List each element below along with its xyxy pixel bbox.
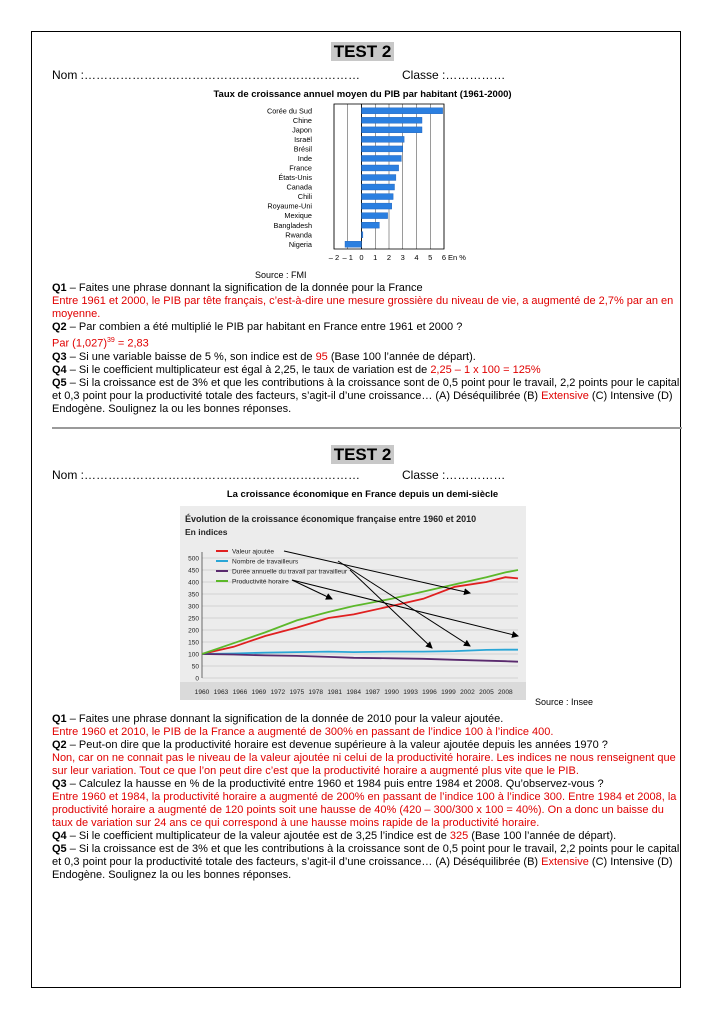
test2-q2: Q2 – Peut-on dire que la productivité horaire est devenue supérieure à la valeur ajoutée depuis les années 1970 ? [52,739,608,751]
test2-q2-answer: Non, car on ne connait pas le niveau de la valeur ajoutée ni celui de la productivité horaire. Les indices ne nous renseignent que sur leur variation. Tout ce que l’on peut dire c’est que la productivité horaire a augmenté plus vite que le PIB. [52,752,676,777]
line-x-tick-label: 1981 [327,689,343,696]
bar-x-tick-label: 6 [441,253,447,262]
bar-category-label: Corée du Sud [266,106,312,116]
legend-entry: Nombre de travailleurs [232,558,299,566]
line-x-tick-label: 2005 [479,689,494,696]
bar-category-label: Rwanda [285,230,312,240]
bar [362,194,394,200]
line-y-tick-label: 50 [191,663,199,671]
bar [362,146,403,152]
test2-chart-caption: La croissance économique en France depuis un demi-siècle [226,489,499,500]
test2-q5: Q5 – Si la croissance est de 3% et que les contributions à la croissance sont de 0,5 point pour le travail, 2,2 points pour le capital et 0,3 point pour la productivité totale des facteurs, s’agit-il d’une croissance… (A) Déséquilibrée (B) Extensive (C) Intensive (D) Endogène. Soulignez la ou les bonnes réponses. [52,843,680,881]
bar-category-label: Japon [292,125,312,135]
bar-category-label: Canada [286,182,312,192]
test1-q2-answer: Par $(1,027)^{39} = 2,83$ [52,337,149,350]
bar [362,203,392,209]
test1-nom-field[interactable]: Nom :…………………………………………………………… [52,68,361,82]
line-x-tick-label: 1966 [232,689,248,696]
bar-category-label: France [289,163,312,173]
bar-x-tick-label: 3 [400,253,405,262]
bar [362,136,405,142]
test2-classe-field[interactable]: Classe :…………… [402,468,506,482]
line-y-tick-label: 400 [188,579,199,587]
line-x-tick-label: 1963 [213,689,229,696]
bar [362,108,443,114]
legend-entry: Productivité horaire [232,578,289,586]
test2-source: Source : Insee [535,697,594,707]
legend-entry: Durée annuelle du travail par travailleur [232,568,348,576]
bar-category-label: Royaume-Uni [267,201,312,211]
test2-q3: Q3 – Calculez la hausse en % de la productivité entre 1960 et 1984 puis entre 1984 et 2008. Qu’observez-vous ? [52,778,604,790]
chart-background [180,506,526,700]
test1-q3: Q3 – Si une variable baisse de 5 %, son indice est de 95 (Base 100 l’année de départ). [52,350,476,363]
test1-q1-answer: Entre 1961 et 2000, le PIB par tête français, c’est-à-dire une mesure grossière du niveau de vie, a augmenté de 2,7% par an en moyenne. [52,295,674,320]
line-x-tick-label: 1960 [194,689,210,696]
line-x-tick-label: 1984 [346,689,362,696]
line-x-tick-label: 1987 [365,689,380,696]
line-y-tick-label: 350 [188,591,199,599]
line-x-tick-label: 1975 [289,689,305,696]
bar-category-label: Bangladesh [273,220,312,230]
line-y-tick-label: 150 [188,639,199,647]
bar [362,232,363,238]
test1-questions [52,282,686,416]
test2-nom-field[interactable]: Nom :…………………………………………………………… [52,468,361,482]
bar-x-tick-label: – 1 [342,253,353,262]
line-y-tick-label: 500 [188,555,199,563]
test1-q4-answer: 2,25 – 1 x 100 = 125% [430,363,541,376]
test1-bar-chart [259,99,474,269]
bar-x-tick-label: 4 [414,253,419,262]
test2-q1: Q1 – Faites une phrase donnant la signification de la donnée de 2010 pour la valeur ajoutée. [52,713,504,725]
test2-q3-answer: Entre 1960 et 1984, la productivité horaire a augmenté de 200% en passant de l’indice 100 à l’indice 300. Entre 1984 et 2008, la productivité horaire a augmenté de 120 points soit une hausse de 40% (420 – 300/300 x 100 = 40%). On a donc un baisse du taux de variation sur 24 ans ce qui correspond à une hausse moins rapide de la productivité horaire. [52,791,677,829]
line-x-tick-label: 2002 [460,689,475,696]
line-y-tick-label: 250 [188,615,199,623]
bar-x-unit: En % [448,253,466,262]
line-x-tick-label: 1996 [422,689,437,696]
test1-title: TEST 2 [0,42,725,62]
bar-x-tick-label: 5 [428,253,433,262]
test2-q4: Q4 – Si le coefficient multiplicateur de la valeur ajoutée est de 3,25 l’indice est de 325 (Base 100 l’année de départ). [52,830,617,842]
bar-x-tick-label: 2 [386,253,392,262]
line-y-tick-label: 0 [195,675,199,683]
test1-q3-answer: 95 [315,350,328,363]
bar [362,155,402,161]
bar [345,241,362,247]
section-divider [52,427,682,429]
test1-chart-caption: Taux de croissance annuel moyen du PIB par habitant (1961-2000) [213,89,512,100]
test2-title: TEST 2 [0,445,725,465]
test1-nom-line [52,68,506,82]
bar-category-label: Israël [294,134,312,144]
bar [362,127,423,133]
bar [362,213,388,219]
bar [362,165,399,171]
line-y-tick-label: 300 [188,603,199,611]
bar-category-label: Chine [292,115,312,125]
line-y-tick-label: 200 [188,627,199,635]
test1-q2: Q2 – Par combien a été multiplié le PIB par habitant en France entre 1961 et 2000 ? [52,321,463,333]
bar-category-label: Mexique [284,211,312,221]
line-y-tick-label: 100 [188,651,199,659]
bar-x-tick-label: 1 [373,253,378,262]
line-x-tick-label: 1969 [251,689,267,696]
test1-q5: Q5 – Si la croissance est de 3% et que les contributions à la croissance sont de 0,5 point pour le travail, 2,2 points pour le capital et 0,3 point pour la productivité totale des facteurs, s’agit-il d’une croissance… (A) Déséquilibrée (B) Extensive (C) Intensive (D) Endogène. Soulignez la ou les bonnes réponses. [52,376,680,415]
test2-q1-answer: Entre 1960 et 2010, le PIB de la France a augmenté de 300% en passant de l’indice 100 à l’indice 400. [52,726,554,738]
bar-category-label: Inde [297,154,312,164]
test2-line-chart [180,506,526,700]
line-x-tick-label: 1993 [403,689,418,696]
test2-q5-answer: Extensive [541,856,589,868]
test1-classe-field[interactable]: Classe :…………… [402,68,506,82]
test2-questions [52,713,686,882]
line-x-tick-label: 1999 [441,689,456,696]
legend-entry: Valeur ajoutée [232,548,275,556]
bar-x-tick-label: – 2 [328,253,340,262]
bar [362,175,396,181]
line-chart-ylabel: En indices [185,527,228,537]
bar [362,184,395,190]
line-y-tick-label: 450 [188,567,199,575]
test2-nom-line [52,468,506,482]
line-x-tick-label: 1990 [384,689,399,696]
line-x-tick-label: 1972 [270,689,286,696]
bar [362,222,380,228]
bar-category-label: États-Unis [278,173,312,183]
test1-source: Source : FMI [255,270,307,280]
bar [362,117,423,123]
line-chart-title: Évolution de la croissance économique française entre 1960 et 2010 [185,514,477,524]
test1-q4: Q4 – Si le coefficient multiplicateur est égal à 2,25, le taux de variation est de 2,25 – 1 x 100 = 125% [52,363,541,376]
bar-category-label: Brésil [293,144,312,154]
bar-category-label: Chili [297,192,312,202]
test2-q4-answer: 325 [449,830,469,842]
line-x-tick-label: 2008 [498,689,513,696]
line-x-tick-label: 1978 [308,689,324,696]
test1-q1: Q1 – Faites une phrase donnant la signification de la donnée pour la France [52,282,423,294]
bar-x-tick-label: 0 [359,253,364,262]
bar-category-label: Nigeria [288,239,312,249]
test1-q5-answer: Extensive [541,389,589,402]
